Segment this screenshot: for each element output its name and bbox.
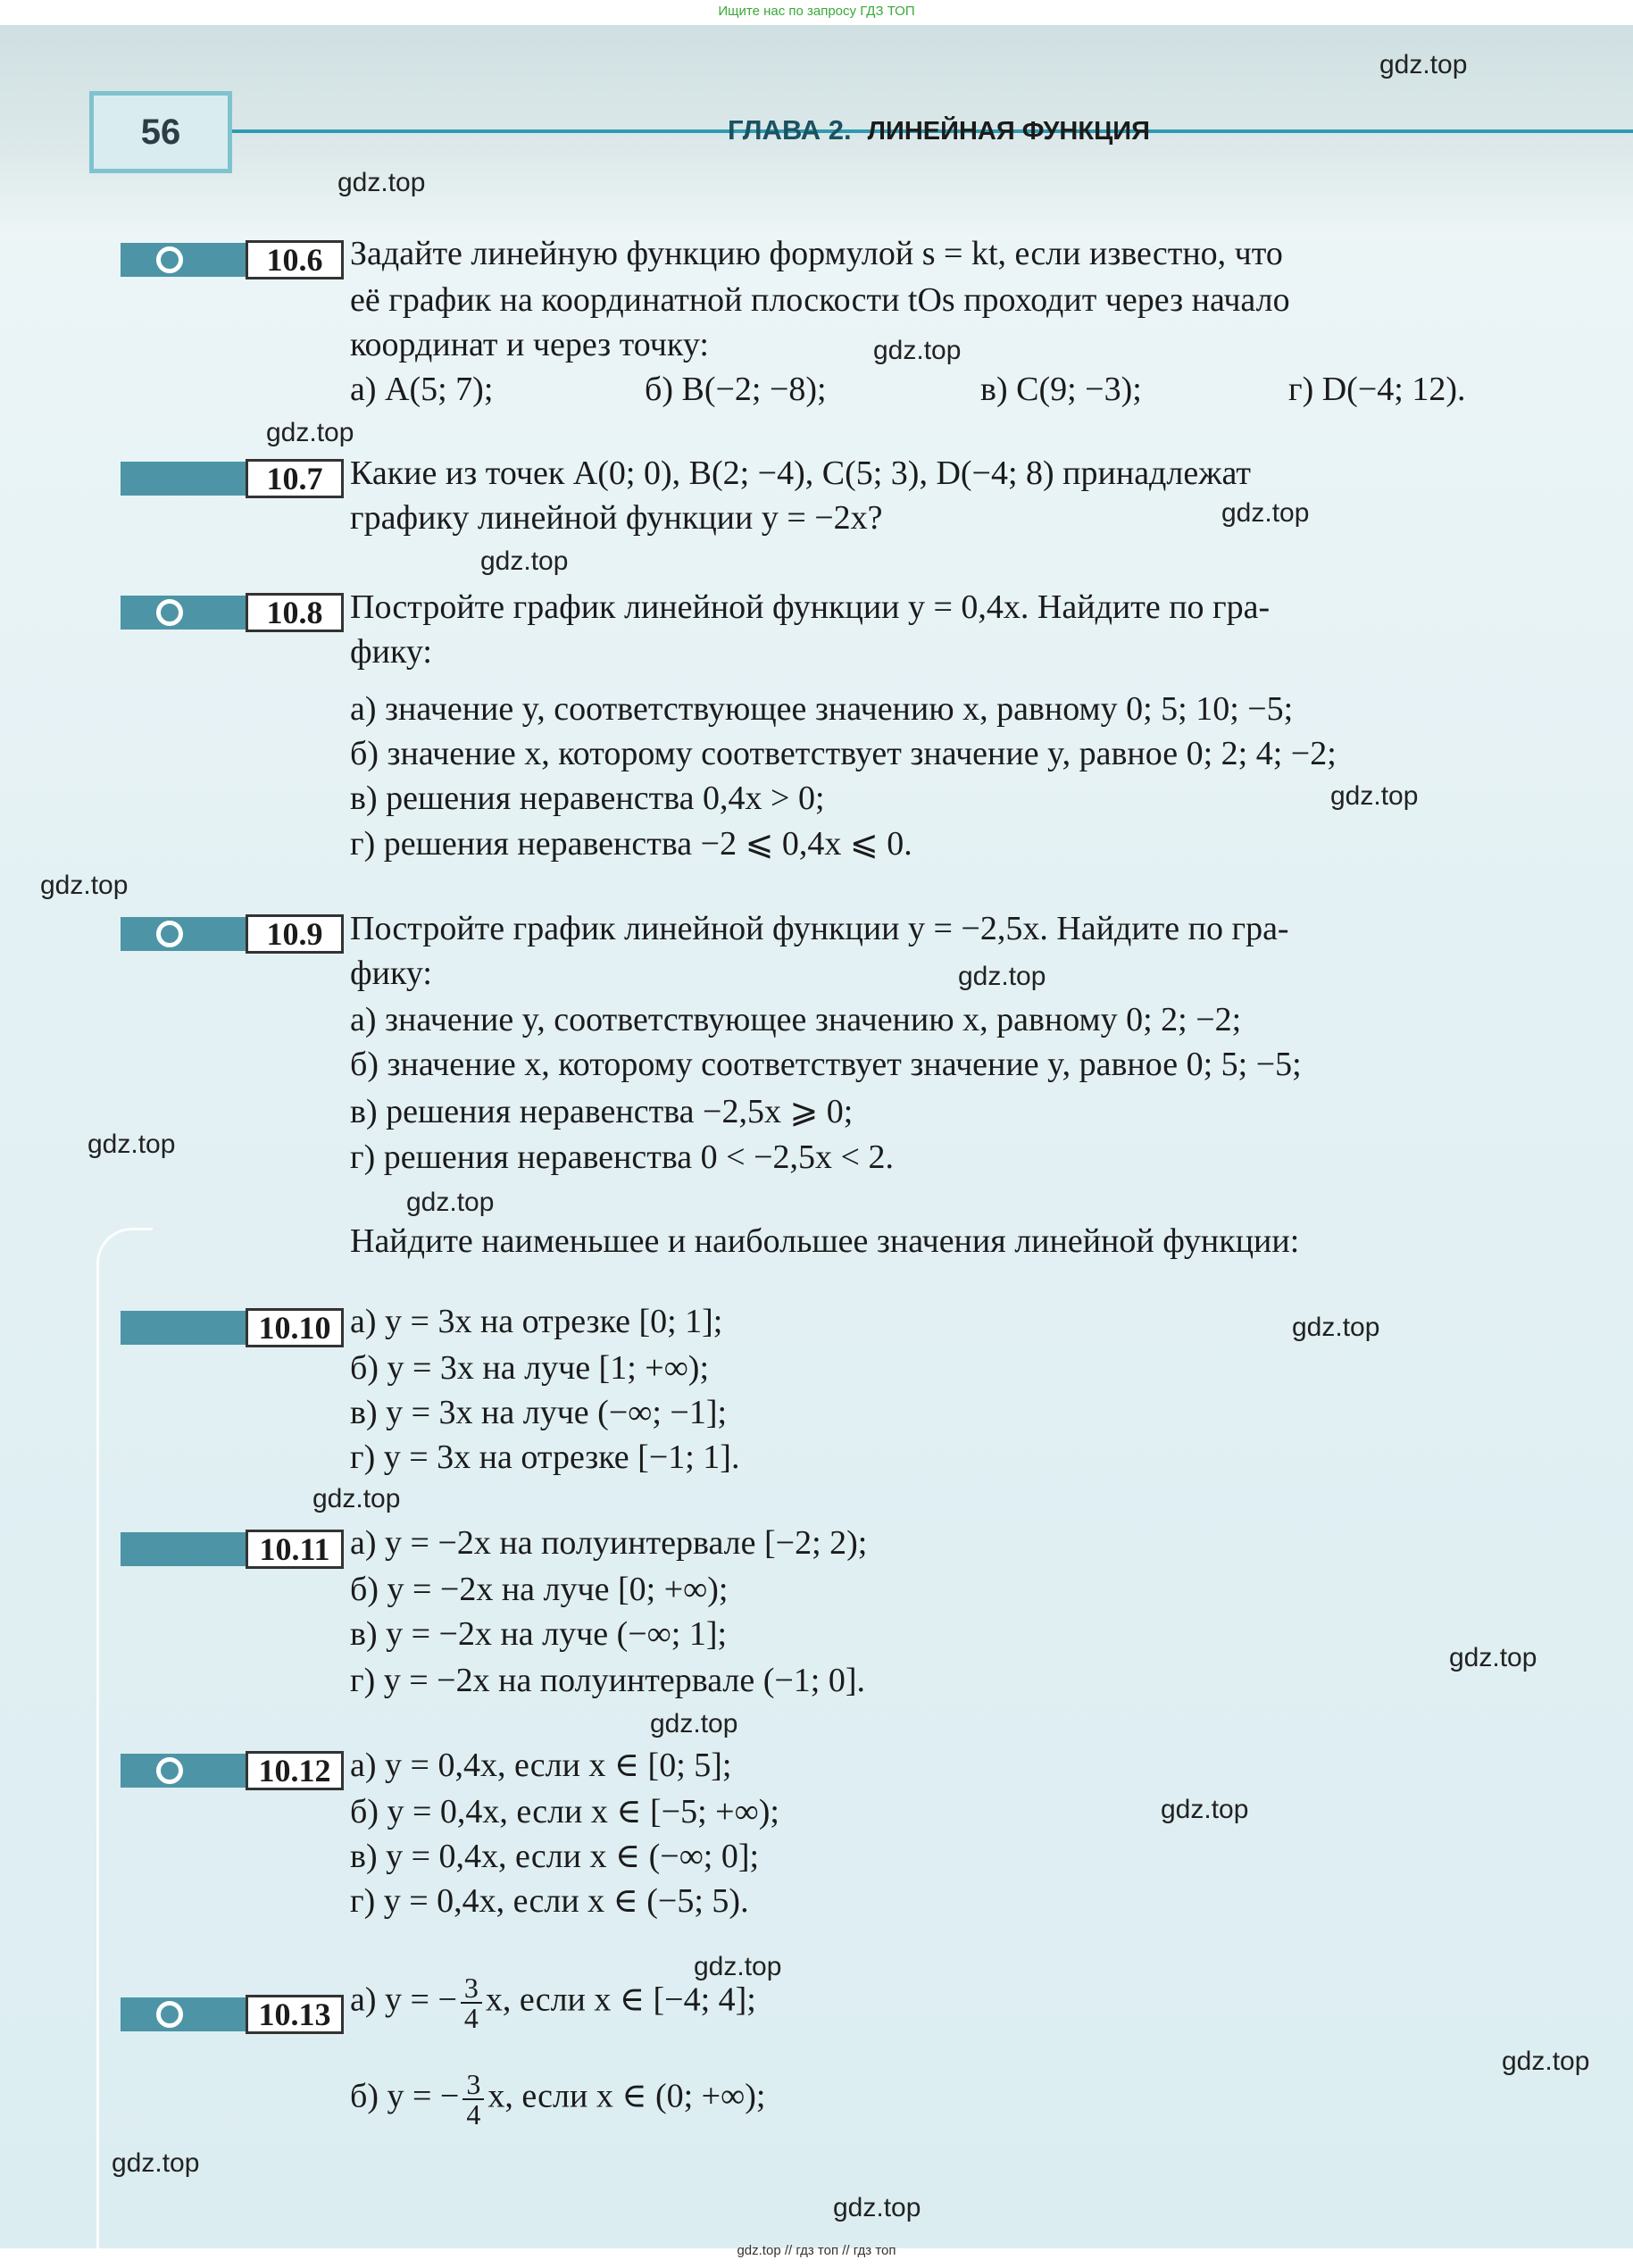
- problem-text: фику:: [350, 955, 432, 992]
- problem-option: б) значение x, которому соответствует значение y, равное 0; 2; 4; −2;: [350, 735, 1337, 772]
- watermark: gdz.top: [266, 418, 354, 447]
- top-note: Ищите нас по запросу ГДЗ ТОП: [718, 4, 915, 19]
- formula-prefix: б) y = −: [350, 2077, 460, 2115]
- problem-option: а) y = −2x на полуинтервале [−2; 2);: [350, 1524, 868, 1562]
- fraction-numerator: 3: [462, 2070, 484, 2100]
- circle-marker-icon: [156, 599, 183, 626]
- watermark: gdz.top: [112, 2148, 200, 2178]
- problem-option: б) y = 0,4x, если x ∈ [−5; +∞);: [350, 1793, 779, 1830]
- problem-text: Постройте график линейной функции y = 0,4x. Найдите по гра-: [350, 588, 1271, 626]
- decorative-margin-strip: [96, 1228, 153, 2257]
- problem-number: 10.12: [246, 1751, 344, 1790]
- problem-number: 10.13: [246, 1995, 344, 2034]
- problem-option: в) y = 3x на луче (−∞; −1];: [350, 1394, 728, 1431]
- chapter-label: ГЛАВА 2.: [728, 114, 852, 146]
- problem-text: Задайте линейную функцию формулой s = kt, если известно, что: [350, 235, 1283, 272]
- problem-text: её график на координатной плоскости tOs проходит через начало: [350, 281, 1290, 319]
- circle-marker-icon: [156, 921, 183, 947]
- chapter-title: ЛИНЕЙНАЯ ФУНКЦИЯ: [867, 117, 1150, 146]
- problem-option: а) A(5; 7);: [350, 371, 494, 408]
- section-intro: Найдите наименьшее и наибольшее значения линейной функции:: [350, 1222, 1300, 1260]
- problem-text: Постройте график линейной функции y = −2,5x. Найдите по гра-: [350, 910, 1289, 947]
- problem-number: 10.11: [246, 1530, 344, 1569]
- watermark: gdz.top: [40, 871, 129, 900]
- problem-number: 10.9: [246, 914, 344, 954]
- fraction: [461, 1973, 482, 2032]
- fraction: [462, 2070, 484, 2129]
- watermark: gdz.top: [958, 962, 1046, 991]
- problem-option: в) y = 0,4x, если x ∈ (−∞; 0];: [350, 1838, 760, 1875]
- chapter-heading: [728, 114, 1150, 146]
- circle-marker-icon: [156, 246, 183, 273]
- problem-option: г) D(−4; 12).: [1288, 371, 1466, 408]
- fraction-numerator: 3: [461, 1973, 482, 2004]
- watermark: gdz.top: [694, 1952, 782, 1981]
- problem-option: б) B(−2; −8);: [645, 371, 827, 408]
- circle-marker-icon: [156, 2001, 183, 2028]
- problem-option: а) значение y, соответствующее значению x, равному 0; 5; 10; −5;: [350, 690, 1294, 728]
- watermark: gdz.top: [480, 546, 569, 576]
- watermark: gdz.top: [1292, 1313, 1380, 1342]
- problem-option: в) решения неравенства 0,4x > 0;: [350, 780, 825, 817]
- watermark: gdz.top: [312, 1484, 401, 1513]
- watermark: gdz.top: [87, 1130, 176, 1159]
- page-background: [0, 25, 1633, 2248]
- bottom-note: gdz.top // гдз топ // гдз топ: [737, 2243, 896, 2258]
- problem-text: графику линейной функции y = −2x?: [350, 499, 883, 537]
- problem-number: 10.6: [246, 240, 344, 279]
- fraction-denominator: 4: [466, 2098, 481, 2130]
- problem-option: г) y = −2x на полуинтервале (−1; 0].: [350, 1662, 866, 1699]
- problem-text: Какие из точек A(0; 0), B(2; −4), C(5; 3), D(−4; 8) принадлежат: [350, 454, 1251, 492]
- watermark: gdz.top: [337, 168, 426, 197]
- watermark: gdz.top: [650, 1709, 738, 1739]
- watermark: gdz.top: [1330, 781, 1419, 811]
- problem-option: а) y = 3x на отрезке [0; 1];: [350, 1303, 723, 1340]
- circle-marker-icon: [156, 1757, 183, 1784]
- problem-option: г) y = 0,4x, если x ∈ (−5; 5).: [350, 1882, 749, 1920]
- watermark: gdz.top: [1449, 1643, 1537, 1672]
- problem-option: [350, 2070, 765, 2129]
- watermark: gdz.top: [1379, 50, 1468, 79]
- formula-suffix: x, если x ∈ [−4; 4];: [485, 1980, 756, 2019]
- watermark: gdz.top: [406, 1188, 495, 1217]
- page-number: 56: [89, 91, 232, 173]
- problem-option: а) значение y, соответствующее значению x, равному 0; 2; −2;: [350, 1001, 1242, 1038]
- watermark: gdz.top: [833, 2193, 921, 2222]
- problem-option: г) решения неравенства 0 < −2,5x < 2.: [350, 1138, 894, 1176]
- problem-number: 10.8: [246, 593, 344, 632]
- watermark: gdz.top: [873, 336, 962, 365]
- problem-option: б) значение x, которому соответствует значение y, равное 0; 5; −5;: [350, 1046, 1302, 1083]
- problem-option: б) y = −2x на луче [0; +∞);: [350, 1571, 729, 1608]
- problem-option: г) y = 3x на отрезке [−1; 1].: [350, 1438, 740, 1476]
- problem-option: в) C(9; −3);: [980, 371, 1142, 408]
- problem-option: г) решения неравенства −2 ⩽ 0,4x ⩽ 0.: [350, 825, 912, 863]
- problem-option: в) решения неравенства −2,5x ⩾ 0;: [350, 1093, 854, 1130]
- formula-suffix: x, если x ∈ (0; +∞);: [487, 2077, 766, 2115]
- problem-number: 10.7: [246, 459, 344, 498]
- problem-option: в) y = −2x на луче (−∞; 1];: [350, 1615, 728, 1653]
- problem-text: фику:: [350, 633, 432, 671]
- problem-option: б) y = 3x на луче [1; +∞);: [350, 1349, 710, 1387]
- problem-number: 10.10: [246, 1308, 344, 1347]
- problem-option: а) y = 0,4x, если x ∈ [0; 5];: [350, 1747, 732, 1784]
- fraction-denominator: 4: [463, 2002, 479, 2034]
- watermark: gdz.top: [1161, 1795, 1249, 1824]
- problem-text: координат и через точку:: [350, 326, 709, 363]
- watermark: gdz.top: [1502, 2047, 1590, 2076]
- formula-prefix: а) y = −: [350, 1980, 457, 2019]
- watermark: gdz.top: [1221, 498, 1310, 528]
